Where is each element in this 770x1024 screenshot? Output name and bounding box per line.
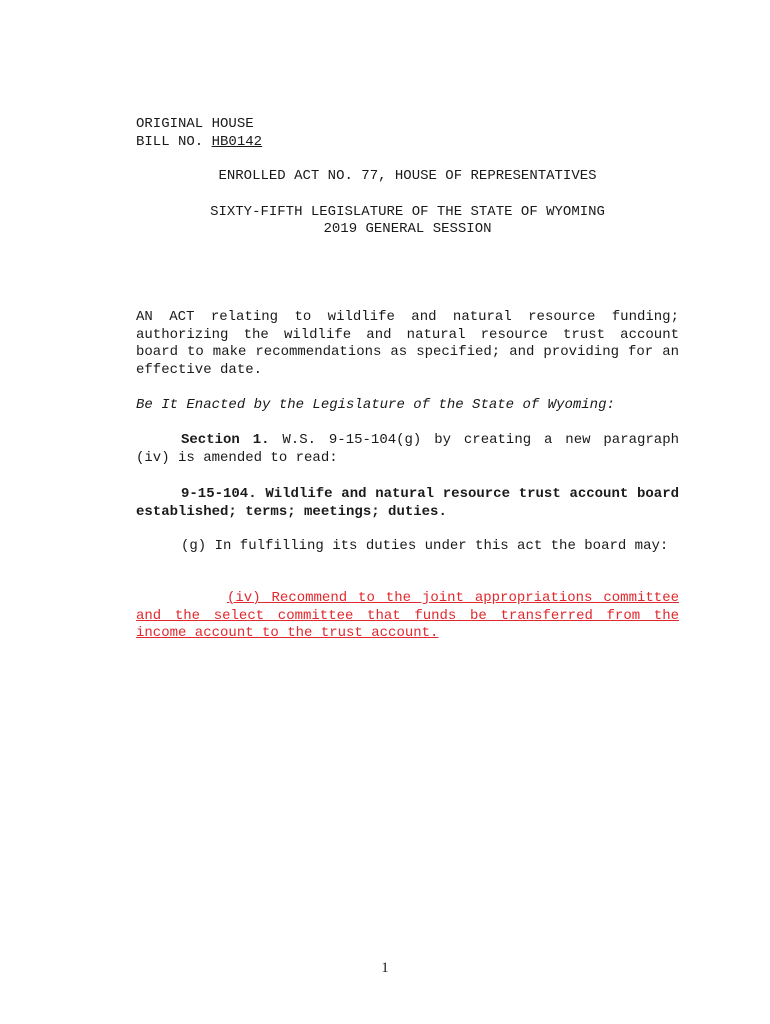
bill-number-line (136, 134, 262, 152)
page-number: 1 (381, 960, 389, 976)
section-1-paragraph (136, 432, 679, 467)
bill-number-prefix: BILL NO. (136, 134, 212, 150)
enacting-clause: Be It Enacted by the Legislature of the State of Wyoming: (136, 397, 615, 413)
section-1-label: Section 1. (181, 432, 270, 448)
enrolled-act-line: ENROLLED ACT NO. 77, HOUSE OF REPRESENTATIVES (218, 168, 597, 184)
original-house-label: ORIGINAL HOUSE (136, 116, 254, 132)
paragraph-iv-amendment (136, 590, 679, 643)
statute-number: 9-15-104. (181, 486, 257, 502)
session-line: 2019 GENERAL SESSION (323, 221, 492, 237)
section-1-text: W.S. 9-15-104(g) by creating a new paragraph (iv) is amended to read: (136, 432, 680, 466)
statute-title: Wildlife and natural resource trust account board established; terms; meetings; duties. (136, 486, 679, 520)
paragraph-iv-text: (iv) Recommend to the joint appropriations committee and the select committee that funds be transferred from the income account to the trust account. (136, 590, 679, 641)
bill-number: HB0142 (211, 134, 263, 150)
act-title-paragraph: AN ACT relating to wildlife and natural resource funding; authorizing the wildlife and natural resource trust account board to make recommendations as specified; and providing for an effective date. (136, 309, 679, 378)
statute-heading (136, 486, 679, 521)
legislature-line: SIXTY-FIFTH LEGISLATURE OF THE STATE OF WYOMING (210, 204, 605, 220)
subsection-g: (g) In fulfilling its duties under this act the board may: (181, 538, 669, 554)
